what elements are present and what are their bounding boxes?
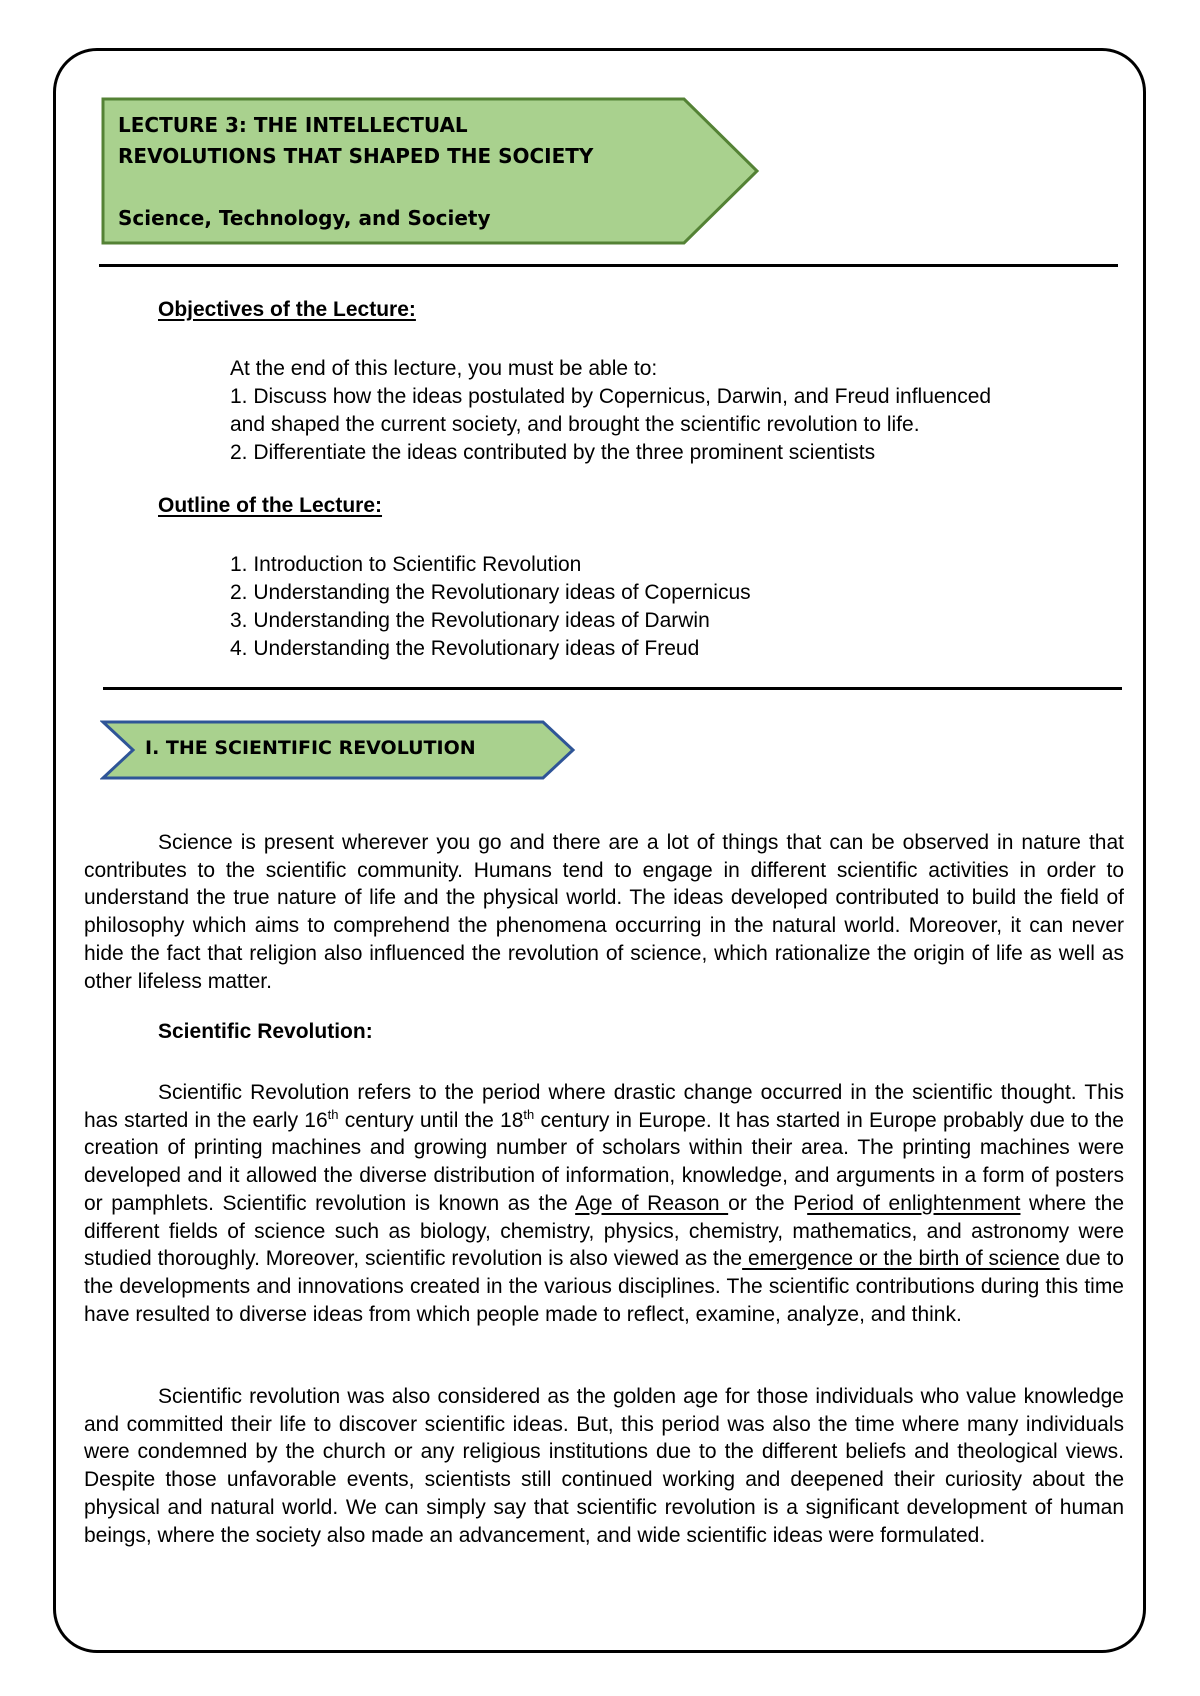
lecture-title-line1: LECTURE 3: THE INTELLECTUAL <box>118 113 468 137</box>
para-text: century until the 18 <box>338 1108 524 1132</box>
birth-of-science-term: emergence or the birth of science <box>742 1247 1060 1271</box>
intro-paragraph <box>84 829 1124 995</box>
outline-item: 2. Understanding the Revolutionary ideas of Copernicus <box>230 581 751 604</box>
outline-item: 4. Understanding the Revolutionary ideas of Freud <box>230 637 700 660</box>
divider-middle <box>103 687 1122 690</box>
para-text: century in Europe. It has started in Europe probably due to the creation of printing machines and growing number of scholars within their area. The printing machines were developed and it allowed the diverse distribution of information, knowledge, and arguments in a form of posters or pamphlets. Scientific revolution is known as the <box>84 1108 1124 1215</box>
para-text: due to the developments and innovations created in the various disciplines. The scientific contributions during this time have resulted to diverse ideas from which people made to reflect, examine, analyze, and think. <box>84 1247 1124 1326</box>
objectives-list <box>230 355 1130 467</box>
scientific-revolution-heading: Scientific Revolution: <box>158 1020 373 1043</box>
golden-age-paragraph <box>84 1383 1124 1549</box>
outline-item: 3. Understanding the Revolutionary ideas of Darwin <box>230 609 710 632</box>
outline-list <box>230 551 1130 663</box>
objective-item-2: 2. Differentiate the ideas contributed by the three prominent scientists <box>230 441 876 464</box>
para-text: or the P <box>728 1191 808 1215</box>
golden-age-paragraph-text: Scientific revolution was also considered as the golden age for those individuals who value knowledge and committed their life to discover scientific ideas. But, this period was also the time where many individuals were condemned by the church or any religious institutions due to the different beliefs and theological views. Despite those unfavorable events, scientists still continued working and deepened their curiosity about the physical and natural world. We can simply say that scientific revolution is a significant development of human beings, where the society also made an advancement, and wide scientific ideas were formulated. <box>84 1385 1124 1547</box>
lecture-title-text <box>118 110 678 234</box>
intro-paragraph-text: Science is present wherever you go and there are a lot of things that can be observed in nature that contributes to the scientific community. Humans tend to engage in different scientific activities in order to understand the true nature of life and the physical world. The ideas developed contributed to build the field of philosophy which aims to comprehend the phenomena occurring in the natural world. Moreover, it can never hide the fact that religion also influenced the revolution of science, which rationalize the origin of life as well as other lifeless matter. <box>84 831 1124 993</box>
objective-item-1-line1: 1. Discuss how the ideas postulated by Copernicus, Darwin, and Freud influenced <box>230 385 992 408</box>
outline-heading: Outline of the Lecture: <box>158 494 383 517</box>
objective-item-1-line2: and shaped the current society, and brought the scientific revolution to life. <box>230 413 920 436</box>
definition-paragraph <box>84 1079 1124 1328</box>
para-text: where the different fields of science such as biology, chemistry, physics, chemistry, mathematics, and astronomy were studied thoroughly. Moreover, scientific revolution is also viewed as the <box>84 1191 1125 1271</box>
outline-item: 1. Introduction to Scientific Revolution <box>230 553 582 576</box>
superscript-th: th <box>327 1106 339 1122</box>
age-of-reason-term: Age of Reason <box>575 1191 729 1215</box>
section-title: I. THE SCIENTIFIC REVOLUTION <box>145 737 476 759</box>
para-text: Scientific Revolution refers to the period where drastic change occurred in the scientific thought. This has started in the early 16 <box>84 1081 1124 1132</box>
enlightenment-term: eriod of enlightenment <box>807 1191 1021 1215</box>
superscript-th: th <box>523 1106 535 1122</box>
divider-top <box>99 264 1118 267</box>
objectives-heading: Objectives of the Lecture: <box>158 298 416 321</box>
course-subtitle: Science, Technology, and Society <box>118 206 491 230</box>
objectives-intro: At the end of this lecture, you must be able to: <box>230 357 658 380</box>
lecture-title-line2: REVOLUTIONS THAT SHAPED THE SOCIETY <box>118 144 594 168</box>
